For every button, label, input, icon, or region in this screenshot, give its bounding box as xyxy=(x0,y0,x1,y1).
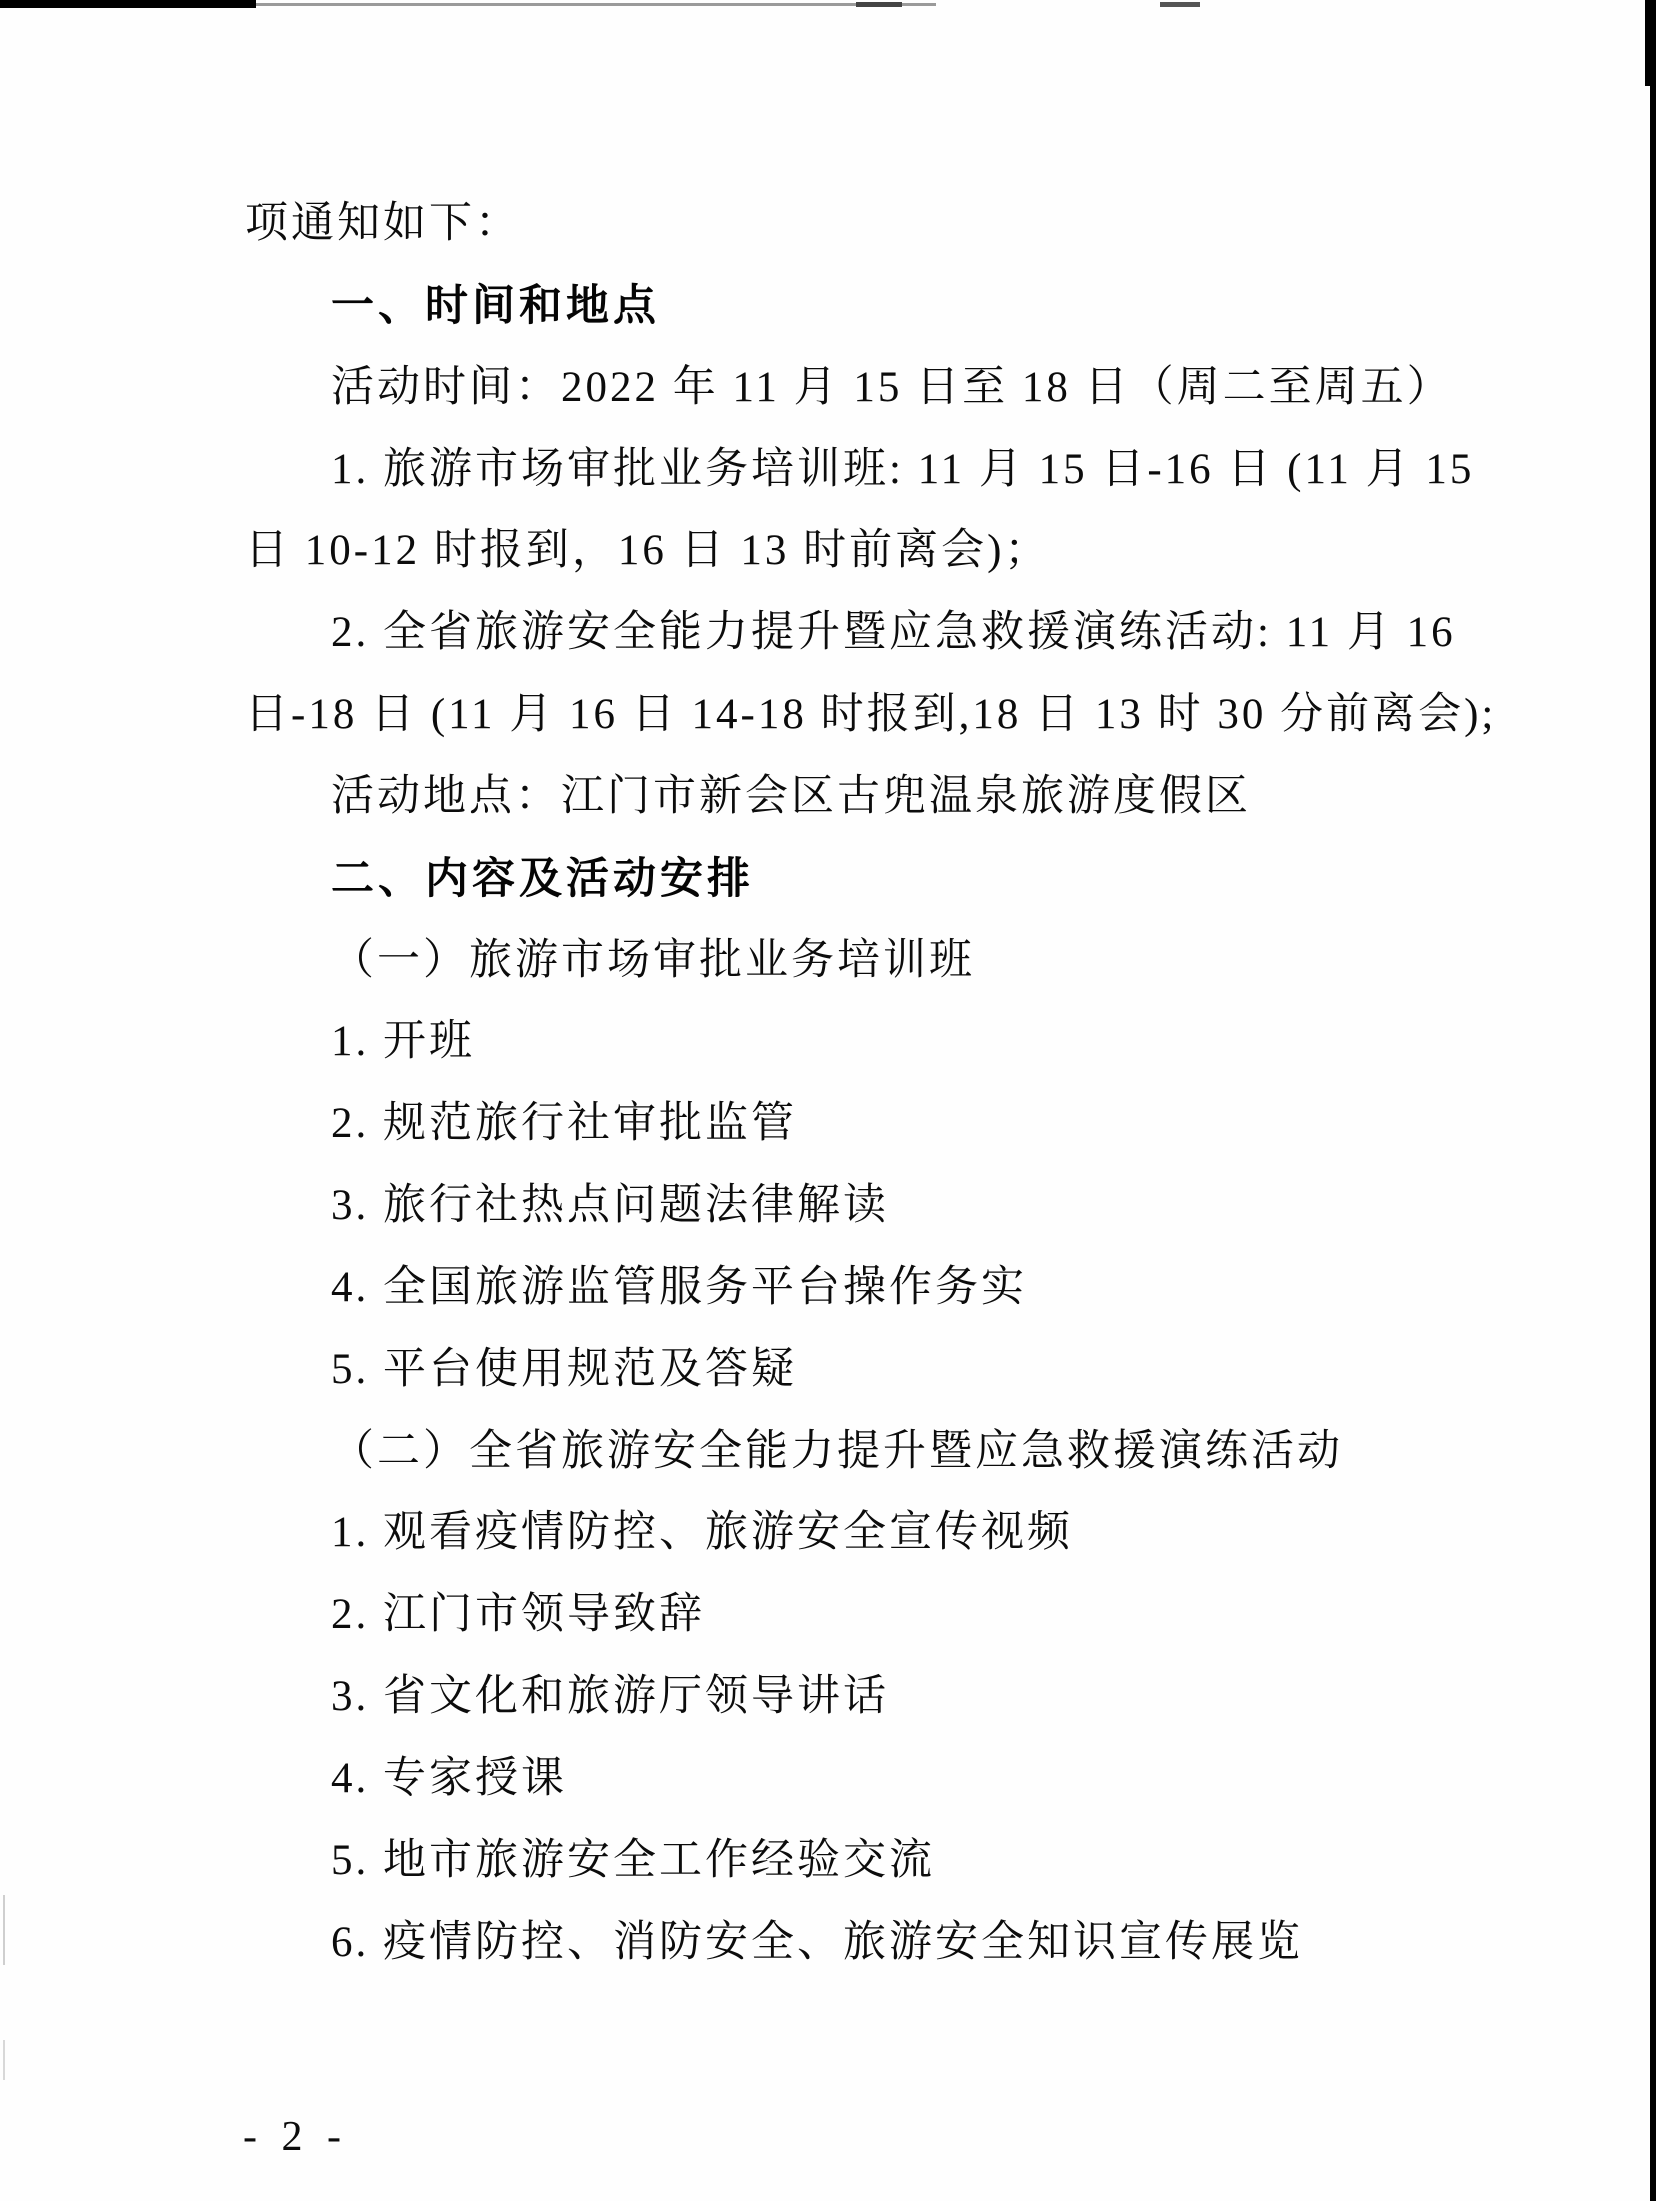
part2-item-6: 6. 疫情防控、消防安全、旅游安全知识宣传展览 xyxy=(331,1919,1303,1966)
scan-artifact-top-dash xyxy=(1160,2,1200,7)
section1-item2-line2: 日-18 日 (11 月 16 日 14-18 时报到,18 日 13 时 30 分前离会); xyxy=(245,691,1497,738)
part2-item-2: 2. 江门市领导致辞 xyxy=(331,1591,705,1638)
section1-item1-line2: 日 10-12 时报到，16 日 13 时前离会)； xyxy=(245,527,1051,574)
page-number: - 2 - xyxy=(243,2114,348,2160)
intro-line: 项通知如下： xyxy=(245,200,521,247)
part2-item-3: 3. 省文化和旅游厅领导讲话 xyxy=(331,1673,889,1720)
scan-artifact-right-edge xyxy=(1650,0,1656,2201)
scan-artifact-top-bar xyxy=(0,0,256,8)
scan-artifact-left-edge xyxy=(3,1895,5,1965)
scan-artifact-right-edge-thick xyxy=(1645,0,1656,86)
part1-item-5: 5. 平台使用规范及答疑 xyxy=(331,1346,797,1393)
section1-heading: 一、时间和地点 xyxy=(331,282,660,330)
part2-item-5: 5. 地市旅游安全工作经验交流 xyxy=(331,1837,935,1884)
section1-item1-line1: 1. 旅游市场审批业务培训班: 11 月 15 日-16 日 (11 月 15 xyxy=(331,446,1475,493)
section1-time-line: 活动时间：2022 年 11 月 15 日至 18 日（周二至周五） xyxy=(331,364,1453,411)
scan-artifact-top-dash xyxy=(856,2,902,7)
section1-item2-line1: 2. 全省旅游安全能力提升暨应急救援演练活动: 11 月 16 xyxy=(331,609,1456,656)
section2-heading: 二、内容及活动安排 xyxy=(331,855,754,903)
section2-part2-heading: （二）全省旅游安全能力提升暨应急救援演练活动 xyxy=(331,1428,1343,1475)
section2-part1-heading: （一）旅游市场审批业务培训班 xyxy=(331,937,975,984)
section1-place-line: 活动地点：江门市新会区古兜温泉旅游度假区 xyxy=(331,773,1251,820)
part1-item-3: 3. 旅行社热点问题法律解读 xyxy=(331,1182,889,1229)
part1-item-4: 4. 全国旅游监管服务平台操作务实 xyxy=(331,1264,1027,1311)
part2-item-1: 1. 观看疫情防控、旅游安全宣传视频 xyxy=(331,1509,1073,1556)
scan-artifact-top-hairline xyxy=(256,3,936,6)
part1-item-1: 1. 开班 xyxy=(331,1018,475,1065)
scan-artifact-left-edge xyxy=(3,2040,5,2080)
part1-item-2: 2. 规范旅行社审批监管 xyxy=(331,1100,797,1147)
part2-item-4: 4. 专家授课 xyxy=(331,1755,567,1802)
